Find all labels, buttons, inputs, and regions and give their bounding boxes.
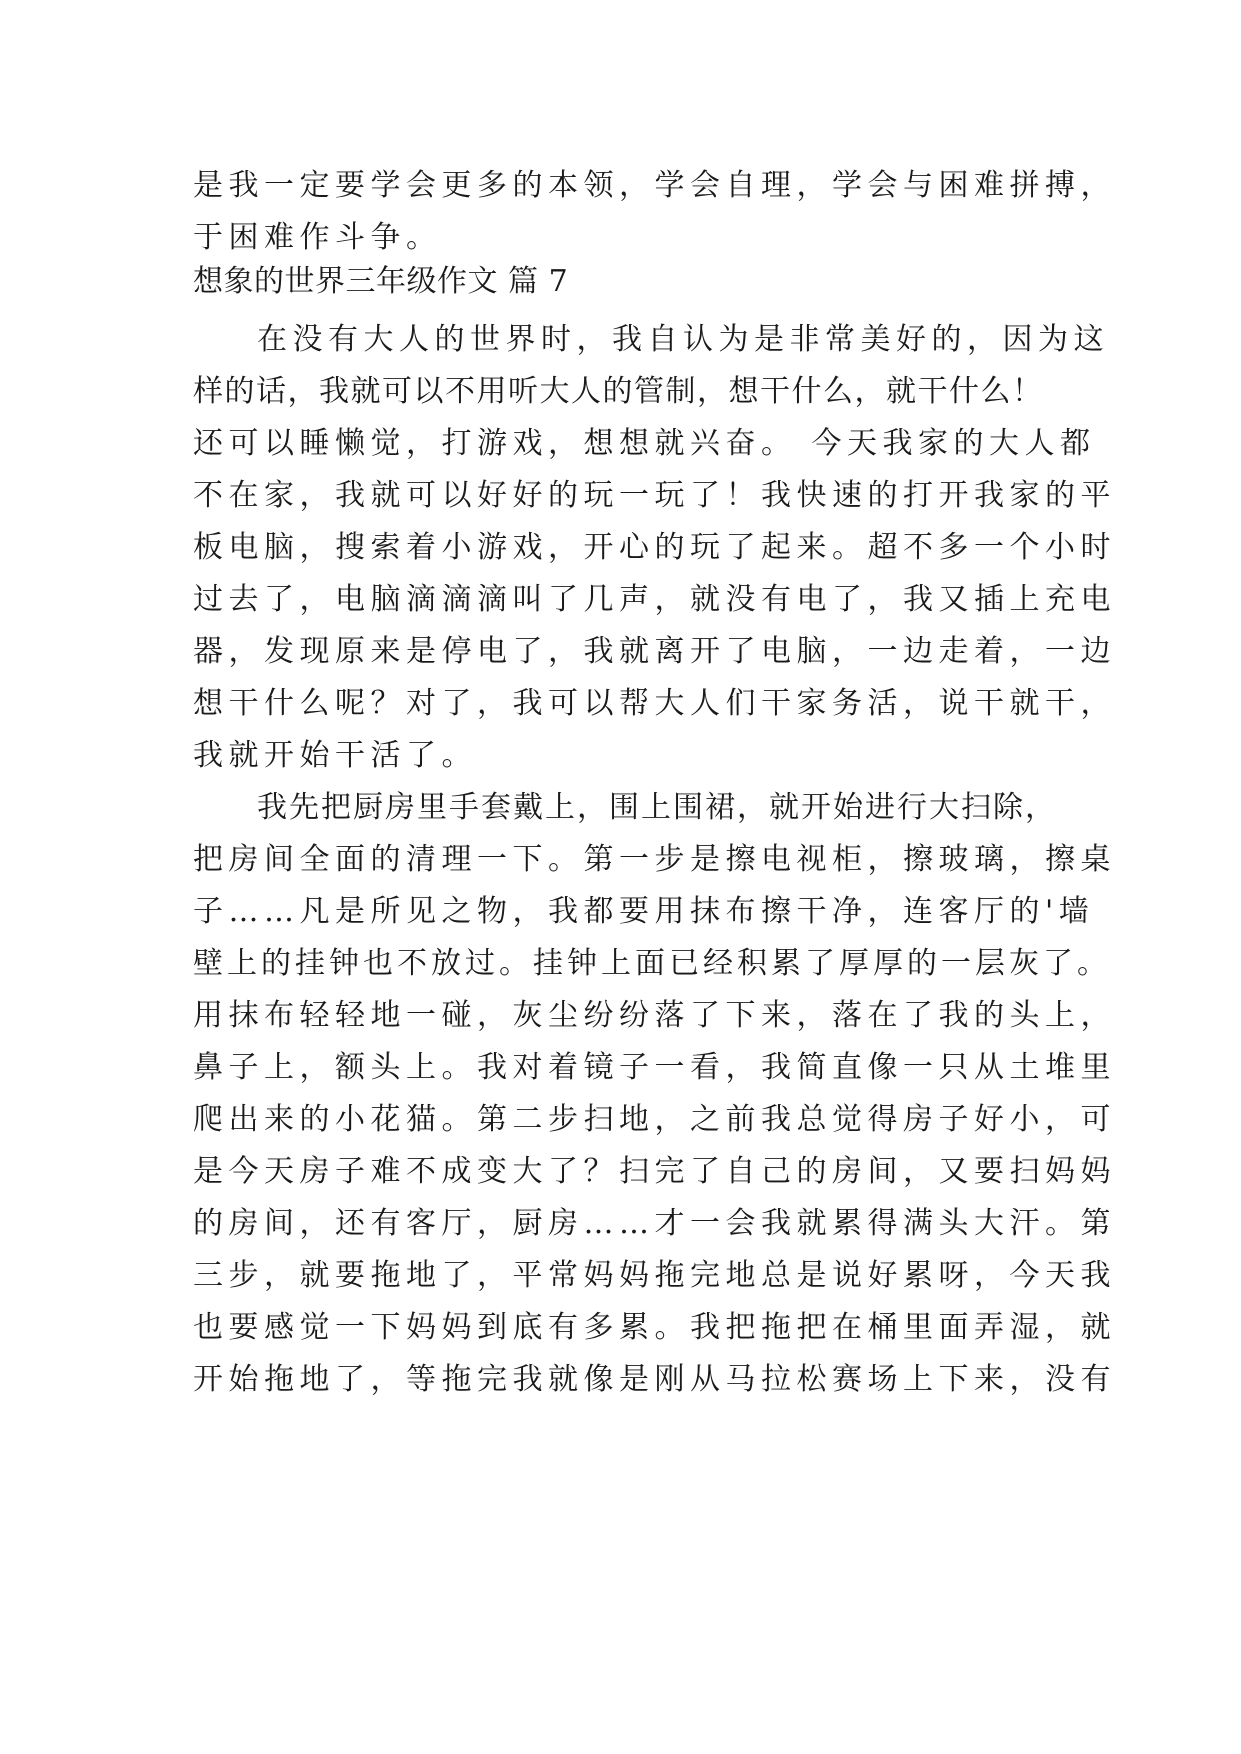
text-line: 还可以睡懒觉，打游戏，想想就兴奋。 今天我家的大人都 — [193, 426, 1096, 461]
text-line: 是我一定要学会更多的本领，学会自理，学会与困难拼搏， — [193, 168, 1116, 203]
text-line: 也要感觉一下妈妈到底有多累。我把拖把在桶里面弄湿，就 — [193, 1310, 1116, 1345]
text-line: 我先把厨房里手套戴上，围上围裙，就开始进行大扫除， — [257, 790, 1057, 825]
text-line: 器，发现原来是停电了，我就离开了电脑，一边走着，一边 — [193, 634, 1116, 669]
text-line: 开始拖地了，等拖完我就像是刚从马拉松赛场上下来，没有 — [193, 1362, 1116, 1397]
text-line: 板电脑，搜索着小游戏，开心的玩了起来。超不多一个小时 — [193, 530, 1116, 565]
text-line: 在没有大人的世界时，我自认为是非常美好的，因为这 — [257, 322, 1109, 357]
text-line: 三步，就要拖地了，平常妈妈拖完地总是说好累呀，今天我 — [193, 1258, 1116, 1293]
text-line: 于困难作斗争。 — [193, 220, 442, 255]
text-line: 壁上的挂钟也不放过。挂钟上面已经积累了厚厚的一层灰了。 — [193, 946, 1111, 981]
text-line: 样的话，我就可以不用听大人的管制，想干什么，就干什么！ — [193, 374, 1044, 409]
section-heading: 想象的世界三年级作文 篇 7 — [193, 264, 569, 299]
text-line: 是今天房子难不成变大了？扫完了自己的房间，又要扫妈妈 — [193, 1154, 1116, 1189]
text-line: 我就开始干活了。 — [193, 738, 477, 773]
text-line: 的房间，还有客厅，厨房……才一会我就累得满头大汗。第 — [193, 1206, 1116, 1241]
text-line: 把房间全面的清理一下。第一步是擦电视柜，擦玻璃，擦桌 — [193, 842, 1116, 877]
text-line: 鼻子上，额头上。我对着镜子一看，我简直像一只从土堆里 — [193, 1050, 1116, 1085]
text-line: 子……凡是所见之物，我都要用抹布擦干净，连客厅的'墙 — [193, 894, 1095, 929]
text-line: 想干什么呢？对了，我可以帮大人们干家务活，说干就干， — [193, 686, 1116, 721]
text-line: 爬出来的小花猫。第二步扫地，之前我总觉得房子好小，可 — [193, 1102, 1116, 1137]
text-line: 过去了，电脑滴滴滴叫了几声，就没有电了，我又插上充电 — [193, 582, 1116, 617]
text-line: 用抹布轻轻地一碰，灰尘纷纷落了下来，落在了我的头上， — [193, 998, 1116, 1033]
text-line: 不在家，我就可以好好的玩一玩了！我快速的打开我家的平 — [193, 478, 1116, 513]
